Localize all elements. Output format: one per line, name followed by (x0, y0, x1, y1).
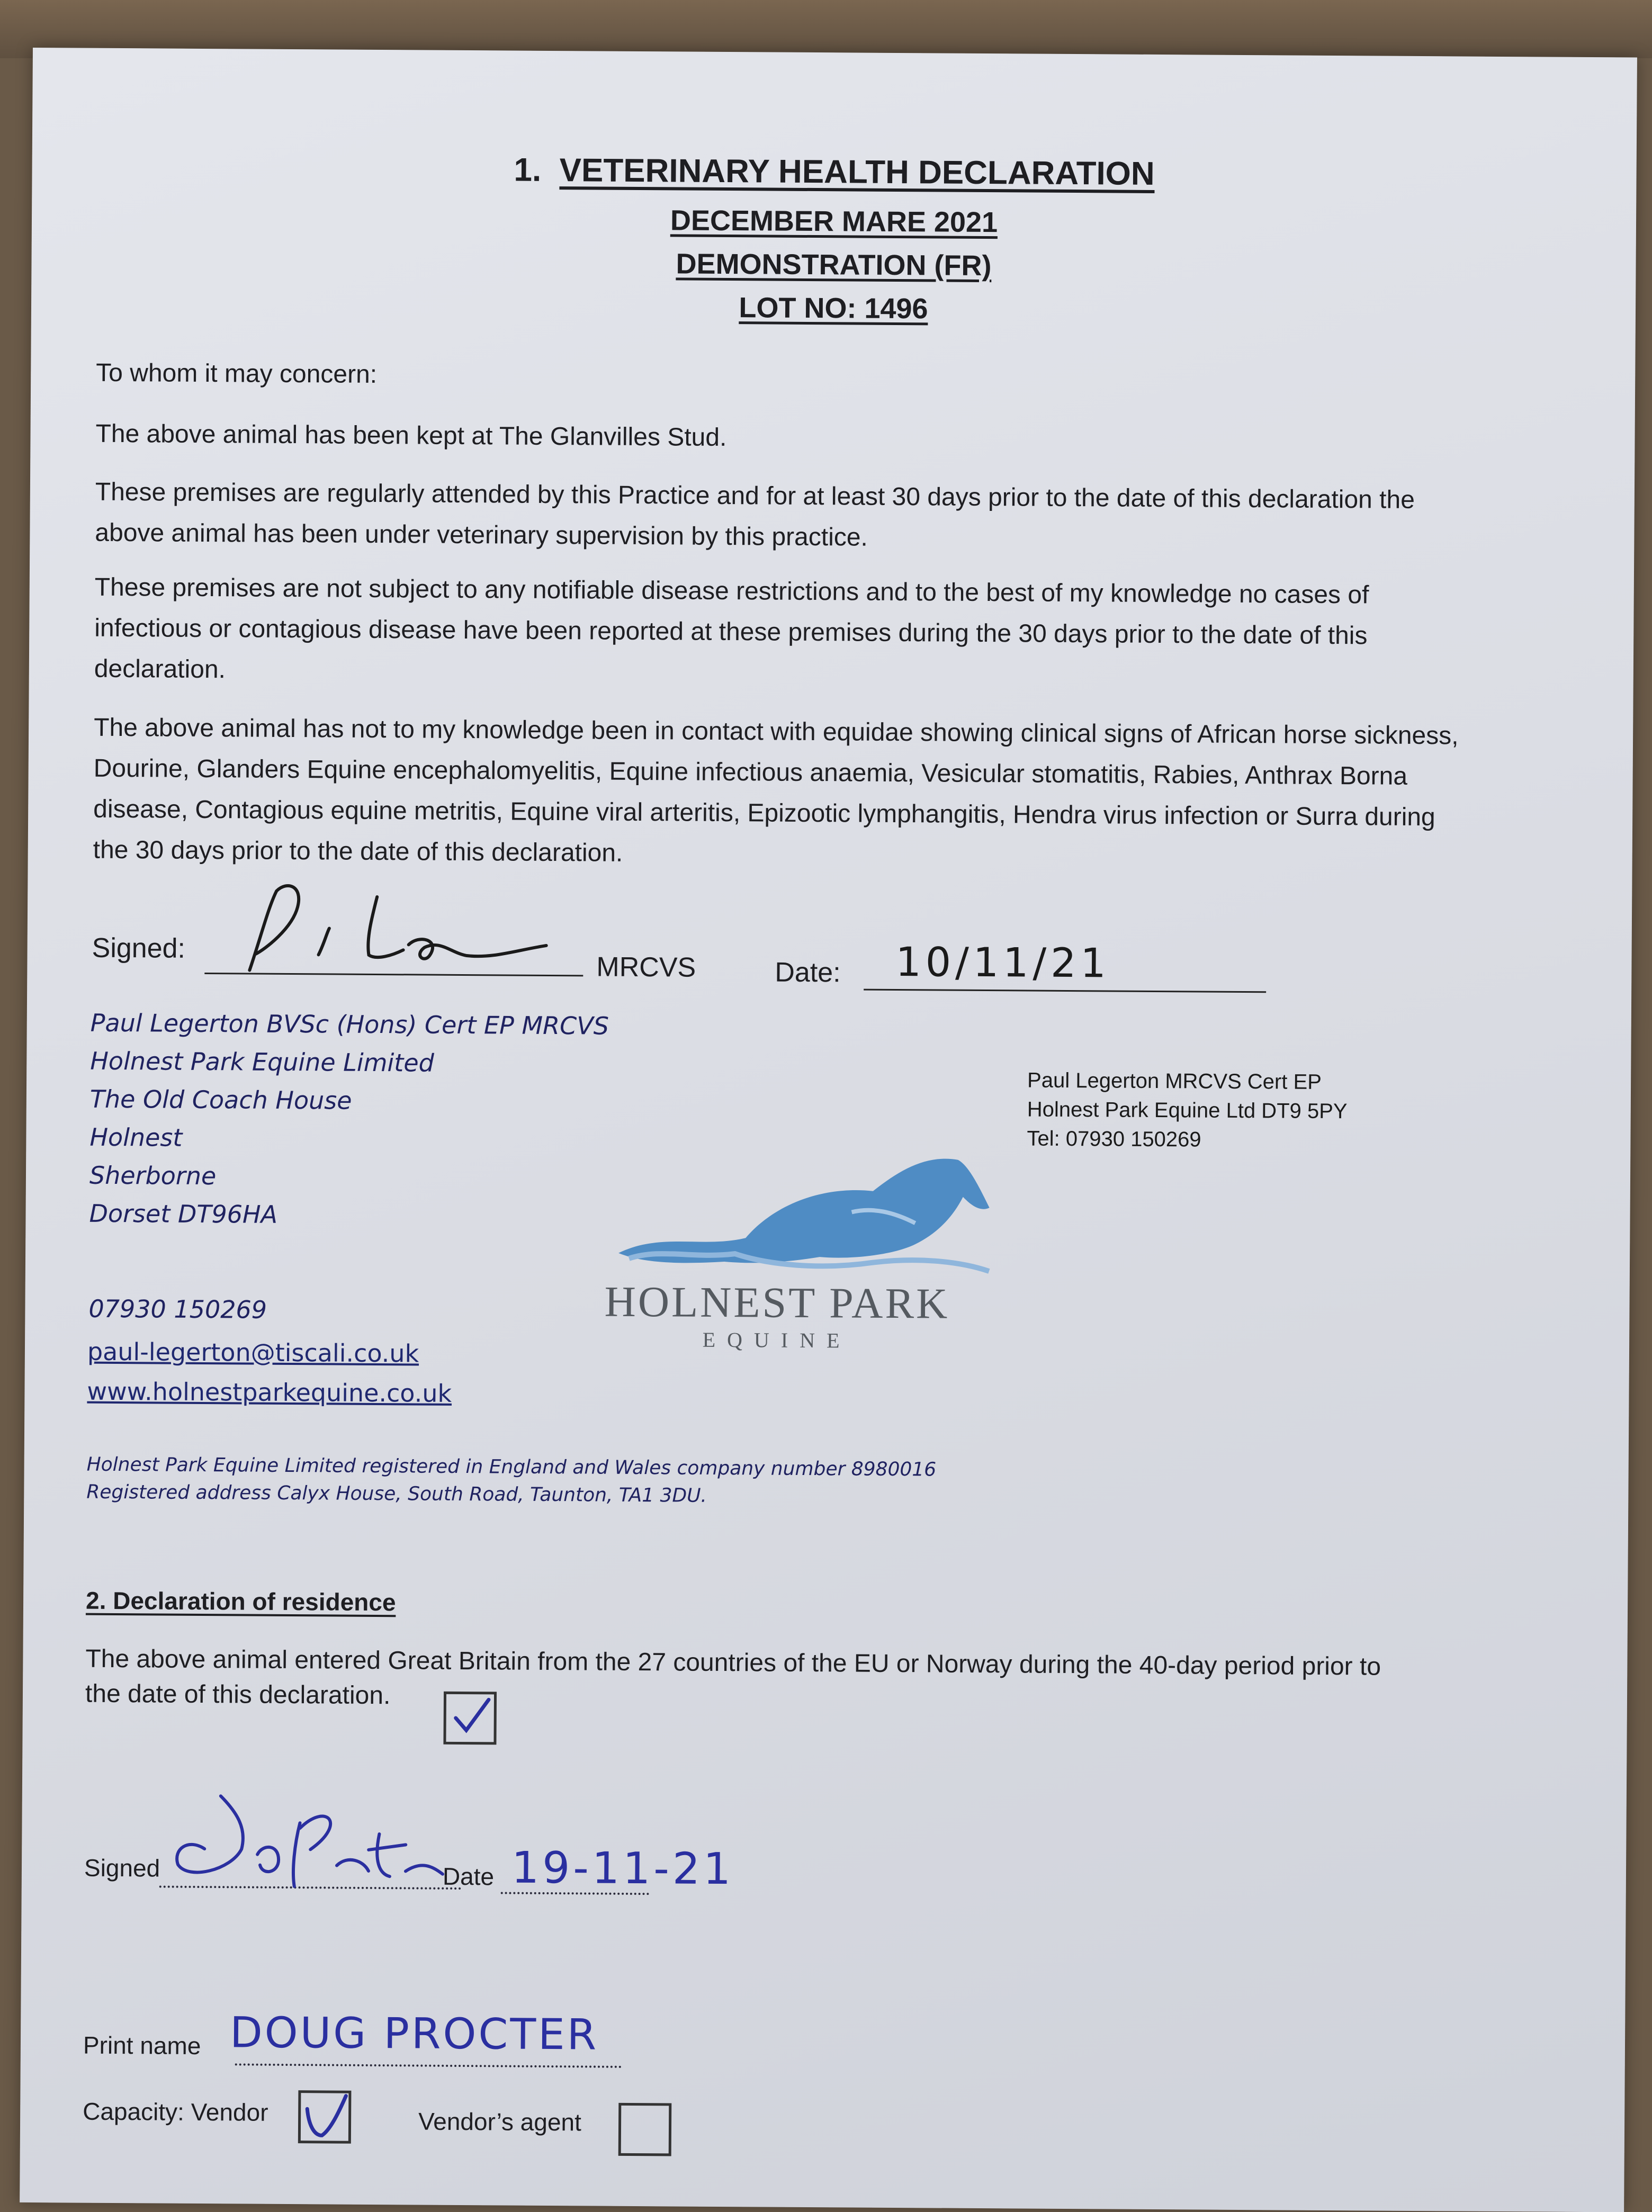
checkmark-icon (446, 1694, 494, 1742)
residence-signed-label: Signed (84, 1854, 160, 1882)
paragraph-4-line: The above animal has not to my knowledge been in contact with equidae showing clinical signs of African horse sickness, (93, 713, 1459, 750)
registration-line: Registered address Calyx House, South Road, Taunton, TA1 3DU. (86, 1481, 707, 1507)
title-text: VETERINARY HEALTH DECLARATION (559, 152, 1155, 192)
address-line: Holnest (89, 1122, 183, 1152)
residence-date-handwritten: 19-11-21 (511, 1842, 734, 1895)
header-line-2: DEMONSTRATION (FR) (676, 248, 992, 282)
logo-text (549, 1276, 1005, 1354)
paragraph-4-line: Dourine, Glanders Equine encephalomyelitis, Equine infectious anaemia, Vesicular stomatitis, Rabies, Anthrax Borna (93, 754, 1408, 790)
salutation: To whom it may concern: (96, 358, 378, 389)
vendor-checkbox[interactable] (298, 2090, 352, 2144)
print-name-label: Print name (83, 2031, 201, 2060)
residence-text-line: the date of this declaration. (85, 1679, 391, 1710)
paragraph-2-line: These premises are regularly attended by this Practice and for at least 30 days prior to the date of this declaration the (95, 478, 1415, 514)
date-line (864, 989, 1266, 993)
paragraph-3-line: declaration. (94, 654, 226, 684)
document-page (20, 48, 1637, 2212)
vendors-agent-label: Vendor’s agent (418, 2107, 582, 2136)
residence-text-line: The above animal entered Great Britain from the 27 countries of the EU or Norway during the 40-day period prior to (85, 1644, 1381, 1681)
document-title (32, 148, 1636, 196)
residence-text (85, 1642, 1590, 1721)
vet-stamp (1027, 1066, 1348, 1156)
paragraph-3-line: infectious or contagious disease have been reported at these premises during the 30 days prior to the date of this (94, 614, 1368, 650)
paragraph-4-line: the 30 days prior to the date of this declaration. (93, 835, 623, 867)
header-line-1: DECEMBER MARE 2021 (670, 204, 998, 239)
signed-label: Signed: (92, 932, 186, 964)
capacity-label: Capacity: Vendor (83, 2097, 268, 2126)
stamp-line: Holnest Park Equine Ltd DT9 5PY (1027, 1098, 1348, 1123)
print-name-line (235, 2063, 622, 2067)
residence-checkbox[interactable] (443, 1692, 497, 1745)
vet-address-block (89, 1004, 609, 1236)
mrcvs-suffix: MRCVS (596, 951, 696, 983)
address-line: Dorset DT96HA (89, 1199, 278, 1229)
paragraph-4-line: disease, Contagious equine metritis, Equine viral arteritis, Epizootic lymphangitis, Hendra virus infection or Surra during (93, 795, 1435, 832)
paragraph-4 (93, 707, 1598, 879)
residence-heading: 2. Declaration of residence (85, 1586, 396, 1616)
logo-subtitle: EQUINE (702, 1327, 851, 1353)
stamp-line: Tel: 07930 150269 (1027, 1127, 1201, 1152)
date-label: Date: (775, 957, 841, 988)
title-number: 1. (514, 151, 542, 188)
stamp-line: Paul Legerton MRCVS Cert EP (1027, 1068, 1322, 1094)
paragraph-2-line: above animal has been under veterinary supervision by this practice. (95, 518, 868, 552)
vet-website-link[interactable]: www.holnestparkequine.co.uk (87, 1377, 452, 1408)
checkmark-icon (301, 2093, 349, 2141)
header-line-3: LOT NO: 1496 (739, 292, 928, 325)
vendors-agent-checkbox[interactable] (618, 2103, 672, 2156)
address-line: Holnest Park Equine Limited (90, 1046, 434, 1077)
address-line: The Old Coach House (89, 1084, 352, 1115)
vet-date-handwritten: 10/11/21 (895, 938, 1111, 987)
vet-email-link[interactable]: paul-legerton@tiscali.co.uk (87, 1337, 419, 1368)
paragraph-3-line: These premises are not subject to any notifiable disease restrictions and to the best of my knowledge no cases of (94, 573, 1369, 609)
residence-date-label: Date (442, 1862, 495, 1891)
address-line: Paul Legerton BVSc (Hons) Cert EP MRCVS (90, 1008, 609, 1040)
registration-line: Holnest Park Equine Limited registered in England and Wales company number 8980016 (86, 1453, 937, 1481)
horse-logo-icon (597, 1126, 1001, 1288)
vet-signature-icon (218, 875, 583, 983)
print-name-handwritten: DOUG PROCTER (229, 2008, 599, 2060)
registration-info (86, 1451, 936, 1512)
paragraph-3 (94, 567, 1599, 698)
logo-name: HOLNEST PARK (604, 1277, 950, 1328)
paragraph-2 (95, 472, 1599, 562)
vendor-signature-icon (157, 1779, 454, 1892)
address-line: Sherborne (89, 1161, 217, 1191)
paragraph-1: The above animal has been kept at The Glanvilles Stud. (95, 419, 727, 452)
vet-phone: 07930 150269 (88, 1294, 267, 1324)
